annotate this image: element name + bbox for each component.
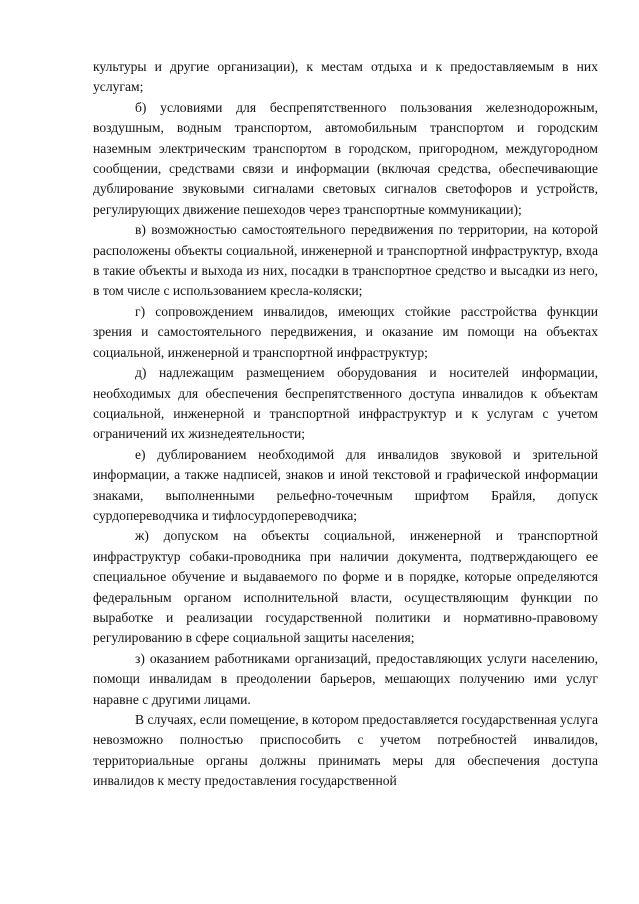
paragraph-item-v: в) возможностью самостоятельного передвижения по территории, на которой расположены объекты социальной, инженерной и транспортной инфраструктур, входа в такие объекты и выхода из них, посадки в транспортное средство и высадки из него, в том числе с использованием кресла-коляски; [93,222,598,299]
paragraph-closing: В случаях, если помещение, в котором предоставляется государственная услуга невозможно полностью приспособить с учетом потребностей инвалидов, территориальные органы должны принимать меры для обеспечения доступа инвалидов к месту предоставления государственной [93,712,598,789]
paragraph-item-b: б) условиями для беспрепятственного пользования железнодорожным, воздушным, водным транспортом, автомобильным транспортом и городским наземным электрическим транспортом в городском, пригородном, междугородном сообщении, средствами связи и информации (включая средства, обеспечивающие дублирование звуковыми сигналами световых сигналов светофоров и устройств, регулирующих движение пешеходов через транспортные коммуникации); [93,99,598,217]
paragraph-item-z: з) оказанием работниками организаций, предоставляющих услуги населению, помощи инвалидам в преодолении барьеров, мешающих получению ими услуг наравне с другими лицами. [93,650,598,707]
paragraph-item-zh: ж) допуском на объекты социальной, инженерной и транспортной инфраструктур собаки-проводника при наличии документа, подтверждающего ее специальное обучение и выдаваемого по форме и в порядке, которые определяются федеральным органом исполнительной власти, осуществляющим функции по выработке и реализации государственной политики и нормативно-правовому регулированию в сфере социальной защиты населения; [93,528,598,646]
document-body [93,57,598,792]
paragraph-item-d: д) надлежащим размещением оборудования и носителей информации, необходимых для обеспечения беспрепятственного доступа инвалидов к объектам социальной, инженерной и транспортной инфраструктур и к услугам с учетом ограничений их жизнедеятельности; [93,365,598,442]
paragraph-continuation: культуры и другие организации), к местам отдыха и к предоставляемым в них услугам; [93,59,598,95]
paragraph-item-e: е) дублированием необходимой для инвалидов звуковой и зрительной информации, а также надписей, знаков и иной текстовой и графической информации знаками, выполненными рельефно-точечным шрифтом Брайля, допуск сурдопереводчика и тифлосурдопереводчика; [93,446,598,523]
paragraph-item-g: г) сопровождением инвалидов, имеющих стойкие расстройства функции зрения и самостоятельного передвижения, и оказание им помощи на объектах социальной, инженерной и транспортной инфраструктур; [93,303,598,360]
